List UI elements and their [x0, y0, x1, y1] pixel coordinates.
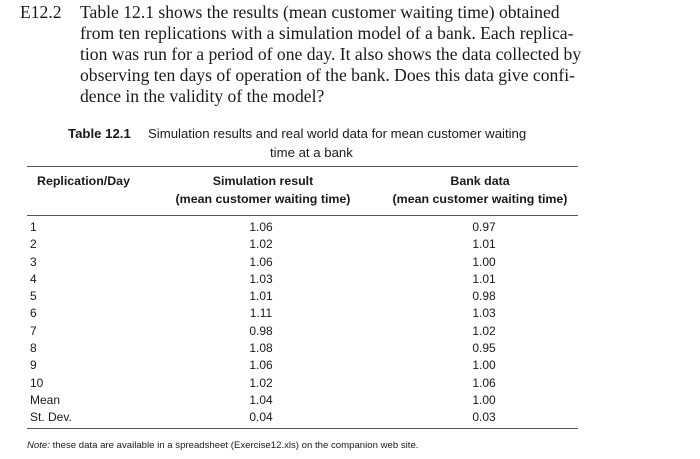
exercise-line: observing ten days of operation of the bank. Does this data give confi-: [80, 65, 575, 85]
table-row: [27, 236, 578, 253]
table-body: [27, 219, 578, 427]
table-label: Table 12.1: [68, 126, 131, 141]
cell-simulation: 1.06: [249, 254, 273, 269]
table-row: [27, 375, 578, 392]
table-row: [27, 254, 578, 271]
cell-simulation: 0.98: [249, 323, 273, 338]
cell-simulation: 1.01: [249, 289, 273, 304]
cell-bank: 0.03: [472, 410, 496, 425]
cell-simulation: 1.06: [249, 220, 273, 234]
table-caption: [68, 124, 588, 162]
cell-simulation: 1.02: [249, 237, 273, 252]
caption-text: Simulation results and real world data for mean customer waiting: [148, 126, 527, 141]
table-row: [27, 409, 578, 426]
table-header-rule: [27, 215, 578, 216]
cell-simulation: 1.02: [249, 375, 273, 390]
table-bottom-rule: [27, 428, 578, 429]
table-row: [27, 340, 578, 357]
cell-bank: 1.06: [472, 375, 496, 390]
header-bank: [380, 172, 580, 208]
caption-line-2: time at a bank: [270, 145, 353, 160]
cell-simulation: 0.04: [249, 410, 273, 425]
cell-replication: St. Dev.: [30, 410, 72, 425]
table-row: [27, 357, 578, 374]
table-row: [27, 305, 578, 322]
header-simulation-title: Simulation result: [212, 174, 314, 188]
cell-bank: 0.95: [472, 341, 496, 356]
cell-simulation: 1.11: [249, 306, 273, 321]
exercise-line-text: Table 12.1 shows the results (mean customer waiting time) obtained: [80, 2, 560, 22]
cell-replication: 10: [30, 375, 44, 390]
header-simulation: [163, 172, 363, 208]
table-note: [27, 440, 418, 451]
header-bank-subtitle: (mean customer waiting time): [392, 192, 568, 206]
header-bank-title: Bank data: [450, 174, 510, 188]
table-row: [27, 323, 578, 340]
cell-replication: 9: [30, 358, 37, 373]
note-text: these data are available in a spreadsheet (Exercise12.xls) on the companion web site.: [52, 440, 419, 451]
cell-replication: 7: [30, 323, 37, 338]
exercise-number: E12.2: [20, 2, 62, 22]
cell-replication: 4: [30, 271, 37, 286]
cell-replication: 2: [30, 237, 37, 252]
cell-bank: 0.97: [472, 220, 496, 234]
cell-bank: 1.00: [472, 358, 496, 373]
table-row: [27, 219, 578, 236]
table-row: [27, 288, 578, 305]
table-row: [27, 271, 578, 288]
caption-line-1: [68, 124, 588, 143]
cell-replication: 5: [30, 289, 37, 304]
note-label: Note:: [27, 440, 50, 451]
cell-bank: 1.01: [472, 237, 496, 252]
exercise-line: dence in the validity of the model?: [80, 86, 325, 106]
cell-bank: 1.00: [472, 254, 496, 269]
cell-simulation: 1.06: [249, 358, 273, 373]
cell-replication: 3: [30, 254, 37, 269]
exercise-line: from ten replications with a simulation model of a bank. Each replica-: [80, 23, 574, 43]
exercise-line: [20, 2, 690, 23]
table-row: [27, 392, 578, 409]
cell-replication: 1: [30, 220, 37, 234]
cell-bank: 1.02: [472, 323, 496, 338]
cell-replication: 8: [30, 341, 37, 356]
cell-bank: 1.00: [472, 392, 496, 407]
cell-bank: 1.01: [472, 271, 496, 286]
cell-simulation: 1.03: [249, 271, 273, 286]
cell-simulation: 1.08: [249, 341, 273, 356]
cell-bank: 1.03: [472, 306, 496, 321]
header-simulation-subtitle: (mean customer waiting time): [175, 192, 351, 206]
exercise-line: tion was run for a period of one day. It also shows the data collected by: [80, 44, 582, 64]
exercise-text: [20, 2, 690, 107]
cell-bank: 0.98: [472, 289, 496, 304]
table-top-rule: [27, 166, 578, 167]
cell-simulation: 1.04: [249, 392, 273, 407]
cell-replication: Mean: [30, 392, 61, 407]
header-replication: Replication/Day: [37, 174, 130, 188]
cell-replication: 6: [30, 306, 37, 321]
